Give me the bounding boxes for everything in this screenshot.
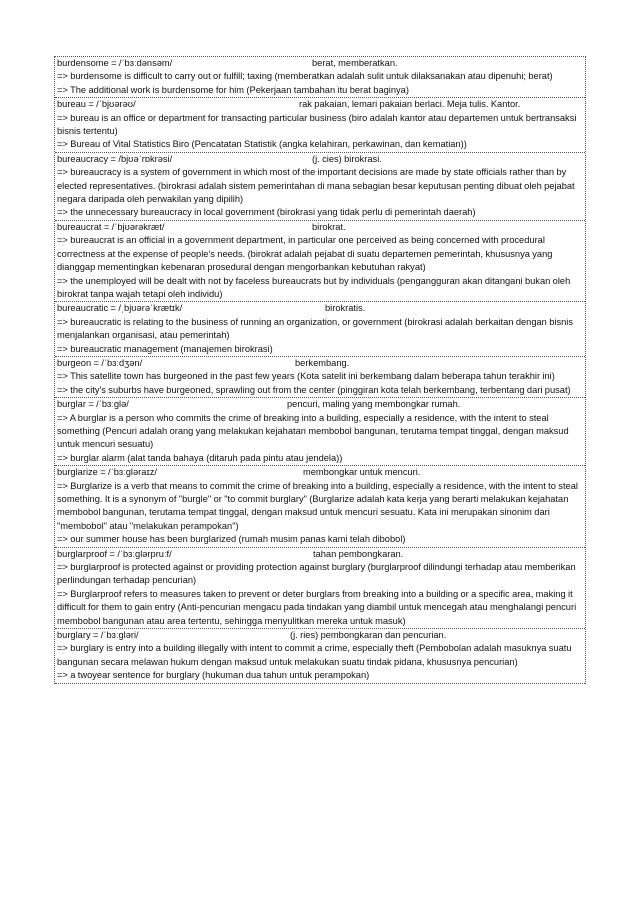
entry-headline	[55, 98, 585, 111]
entry-meaning: (j. cies) birokrasi.	[312, 153, 382, 164]
definition-line: => Burglarize is a verb that means to commit the crime of breaking into a building, especially a residence, with the intent to steal something. It is a synonym of "burgle" or "to commit burglary" (Burglarize adalah kata kerja yang berarti melakukan kejahatan membobol bangunan, terutama tempat tinggal, dengan maksud untuk mencuri sesuatu. Kata ini merupakan sinonim dari "membobol" atau "melakukan perampokan")	[57, 480, 578, 531]
dictionary-entry	[55, 548, 585, 629]
definition-line: => A burglar is a person who commits the crime of breaking into a building, especially a residence, with the intent to steal something (Pencuri adalah orang yang melakukan kejahatan membobol bangunan, terutama tempat tinggal, dengan maksud untuk mencuri sesuatu)	[57, 412, 569, 450]
definition-line: => burglary is entry into a building illegally with intent to commit a crime, especially theft (Pembobolan adalah masuknya suatu bangunan secara melawan hukum dengan maksud untuk melakukan suatu tindak pidana, khususnya pencurian)	[57, 643, 572, 667]
headword: bureaucracy = /bjʊəˈrɒkrəsi/	[57, 153, 173, 164]
entry-headline	[55, 302, 585, 315]
example-sentence: => the city's suburbs have burgeoned, sprawling out from the center (pinggiran kota telah berkembang, terbentang dari pusat)	[57, 384, 571, 395]
definition-line: => bureaucrat is an official in a government department, in particular one perceived as being concerned with procedural correctness at the expense of people's needs. (birokrat adalah pejabat di suatu departemen pemerintah, khususnya yang dianggap mementingkan kebenaran prosedural dengan mengorbankan kebutuhan rakyat)	[57, 235, 553, 273]
definition-line: => bureau is an office or department for transacting particular business (biro adalah kantor atau departemen untuk bertransaksi bisnis tertentu)	[57, 112, 577, 137]
headword: burglar = /ˈbɜːglə/	[57, 399, 129, 410]
headword: burglary = /ˈbɜːgləri/	[57, 630, 139, 641]
headword: bureau = /ˈbjʊərəʊ/	[57, 99, 136, 110]
entry-meaning: berat, memberatkan.	[312, 58, 398, 68]
entry-meaning: (j. ries) pembongkaran dan pencurian.	[290, 630, 447, 641]
example-sentence: => a twoyear sentence for burglary (hukuman dua tahun untuk perampokan)	[57, 670, 370, 681]
entry-headline	[55, 629, 585, 642]
headword: burdensome = /ˈbɜːdənsəm/	[57, 58, 173, 68]
dictionary-entries	[54, 56, 586, 684]
definition-line: => burdensome is difficult to carry out or fulfill; taxing (memberatkan adalah sulit untuk dilaksanakan atau dipenuhi; berat)	[57, 71, 553, 82]
headword: bureaucratic = /ˌbjʊərəˈkrætɪk/	[57, 303, 183, 314]
entry-headline	[55, 548, 585, 561]
entry-headline	[55, 357, 585, 370]
entry-headline	[55, 57, 585, 70]
entry-meaning: tahan pembongkaran.	[313, 548, 404, 559]
dictionary-entry	[55, 629, 585, 684]
headword: burglarproof = /ˈbɜːglərpruːf/	[57, 548, 172, 559]
dictionary-entry	[55, 466, 585, 547]
headword: burgeon = /ˈbɜːdʒən/	[57, 357, 143, 368]
entry-meaning: rak pakaian, lemari pakaian berlaci. Meja tulis. Kantor.	[299, 99, 521, 110]
example-sentence: => Burglarproof refers to measures taken to prevent or deter burglars from breaking into a building or a specific area, making it difficult for them to gain entry (Anti-pencurian mengacu pada tindakan yang diambil untuk mencegah atau menghalangi pencuri membobol bangunan atau area tertentu, sehingga menyulitkan mereka untuk masuk)	[57, 588, 577, 626]
example-sentence: => the unemployed will be dealt with not by faceless bureaucrats but by individuals (pengangguran akan ditangani bukan oleh birokrat tanpa wajah tetapi oleh individu)	[57, 275, 571, 299]
example-sentence: => the unnecessary bureaucracy in local government (birokrasi yang tidak perlu di pemerintah daerah)	[57, 207, 476, 218]
headword: bureaucrat = /ˈbjʊərəkræt/	[57, 221, 165, 232]
example-sentence: => our summer house has been burglarized (rumah musim panas kami telah dibobol)	[57, 534, 406, 545]
entry-headline	[55, 153, 585, 166]
entry-meaning: pencuri, maling yang membongkar rumah.	[287, 399, 461, 410]
dictionary-entry	[55, 57, 585, 98]
definition-line: => burglarproof is protected against or providing protection against burglary (burglarproof dilindungi terhadap atau memberikan perlindungan terhadap pencurian)	[57, 562, 576, 586]
entry-headline	[55, 398, 585, 411]
entry-headline	[55, 466, 585, 479]
entry-meaning: birokrat.	[312, 221, 346, 232]
example-sentence: => The additional work is burdensome for him (Pekerjaan tambahan itu berat baginya)	[57, 84, 409, 95]
entry-meaning: membongkar untuk mencuri.	[303, 467, 421, 478]
dictionary-entry	[55, 302, 585, 357]
dictionary-entry	[55, 98, 585, 153]
example-sentence: => Bureau of Vital Statistics Biro (Pencatatan Statistik (angka kelahiran, perkawinan, dan kematian))	[57, 139, 467, 150]
entry-headline	[55, 221, 585, 234]
example-sentence: => burglar alarm (alat tanda bahaya (ditaruh pada pintu atau jendela))	[57, 452, 343, 463]
entry-meaning: birokratis.	[325, 303, 366, 314]
example-sentence: => bureaucratic management (manajemen birokrasi)	[57, 343, 273, 354]
dictionary-entry	[55, 398, 585, 466]
entry-meaning: berkembang.	[295, 357, 350, 368]
definition-line: => bureaucratic is relating to the business of running an organization, or government (birokrasi adalah berkaitan dengan bisnis menjalankan organisasi, atau pemerintah)	[57, 316, 573, 341]
headword: burglarize = /ˈbɜːgləraɪz/	[57, 467, 157, 478]
dictionary-entry	[55, 221, 585, 302]
dictionary-entry	[55, 357, 585, 398]
dictionary-entry	[55, 153, 585, 221]
definition-line: => bureaucracy is a system of government in which most of the important decisions are made by state officials rather than by elected representatives. (birokrasi adalah sistem pemerintahan di mana sebagian besar keputusan penting dibuat oleh pejabat negara daripada oleh perwakilan yang dipilih)	[57, 167, 575, 205]
definition-line: => This satellite town has burgeoned in the past few years (Kota satelit ini berkembang dalam beberapa tahun terakhir ini)	[57, 371, 555, 382]
